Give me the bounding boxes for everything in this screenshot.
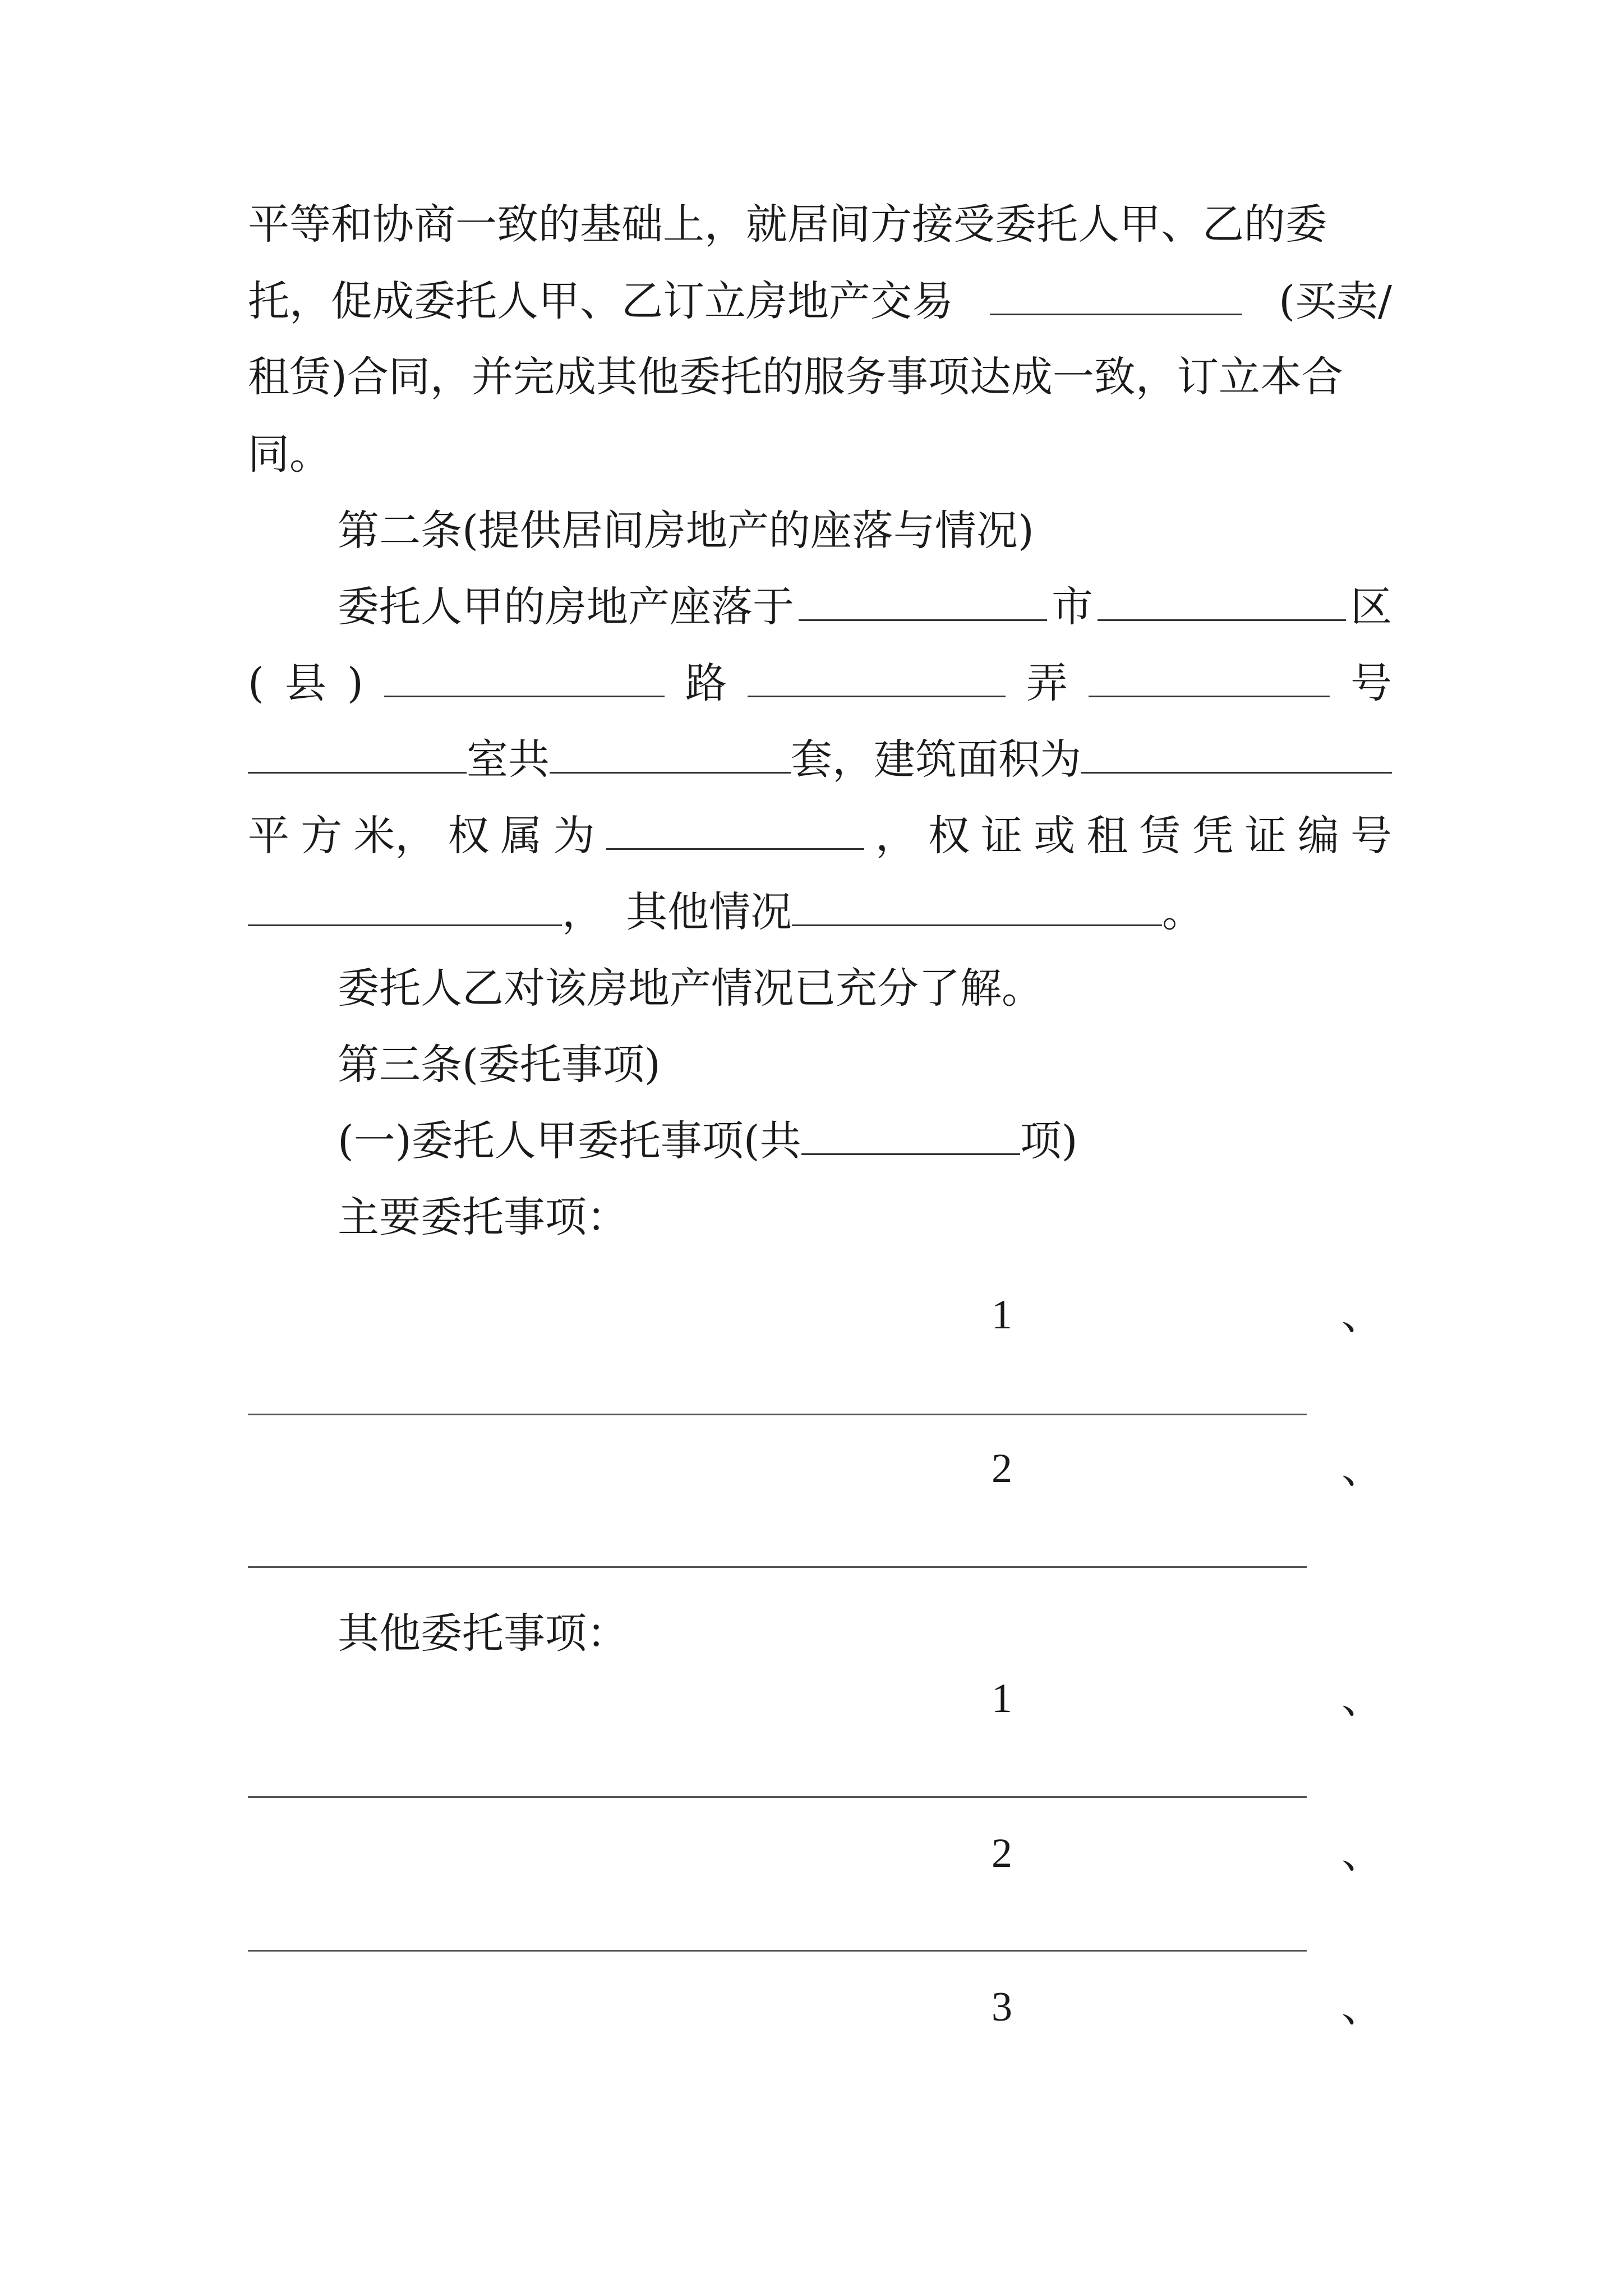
district-blank[interactable] [1098,582,1346,621]
line-text: 米， [353,812,437,860]
item-number: 2 [992,1446,1012,1492]
line-text: 平 [248,812,289,860]
line-text: 市 [1052,583,1093,631]
transaction-type-blank[interactable] [990,277,1242,315]
line-text: 证 [981,812,1023,860]
city-blank[interactable] [799,582,1047,621]
county-blank[interactable] [384,659,665,697]
line-text: 县 [284,659,326,707]
item-separator: 、 [1341,1291,1383,1339]
main-item-2-line[interactable] [248,1566,1307,1568]
line-text: 室共 [467,735,550,784]
other-item-2-line[interactable] [248,1950,1307,1952]
number-blank[interactable] [248,735,467,774]
item-number: 2 [992,1830,1012,1876]
paragraph-line [338,1114,1392,1168]
paragraph-line [248,274,1392,328]
line-text: ) [347,659,363,707]
line-text: 号 [1350,812,1392,860]
line-text: ， [875,812,917,860]
road-blank[interactable] [748,659,1006,697]
line-text: 权 [448,812,490,860]
line-text: 为 [553,812,595,860]
line-text: 凭 [1192,812,1234,860]
certificate-number-blank[interactable] [248,887,562,926]
line-text: (买卖/ [1279,277,1392,325]
paragraph-line [248,733,1392,786]
line-text: 租 [1086,812,1128,860]
item-number: 1 [992,1676,1012,1722]
line-text: 套，建筑面积为 [791,735,1081,784]
line-text: 其他情况 [626,888,792,936]
item-separator: 、 [1341,1674,1383,1723]
article-3-heading: 第三条(委托事项) [338,1041,661,1089]
paragraph-line [248,656,1392,710]
item-number: 1 [992,1292,1012,1338]
other-item-1-line[interactable] [248,1796,1307,1798]
item-number: 3 [992,1984,1012,2030]
line-text: 。 [1162,888,1204,936]
lane-blank[interactable] [1089,659,1330,697]
line-text: 号 [1350,659,1392,707]
item-count-blank[interactable] [801,1116,1020,1155]
item-separator: 、 [1341,1829,1383,1878]
ownership-blank[interactable] [606,811,864,850]
line-text: 路 [685,659,727,707]
line-text: 托，促成委托人甲、乙订立房地产交易 [248,277,953,325]
paragraph-line [248,885,1392,939]
paragraph-line [338,580,1392,634]
line-text: (一)委托人甲委托事项(共 [338,1117,801,1165]
other-info-blank[interactable] [792,887,1162,926]
line-text: ( [248,659,264,707]
paragraph-line: 平等和协商一致的基础上，就居间方接受委托人甲、乙的委 [248,200,1327,249]
line-text: 证 [1244,812,1287,860]
line-text: 弄 [1026,659,1068,707]
line-text: ， [562,888,603,936]
line-text: 区 [1350,583,1392,631]
line-text: 赁 [1139,812,1181,860]
main-item-1-line[interactable] [248,1414,1307,1415]
item-separator: 、 [1341,1983,1383,2031]
paragraph-line: 同。 [248,430,331,478]
item-separator: 、 [1341,1444,1383,1493]
other-items-label: 其他委托事项： [338,1609,628,1658]
line-text: 编 [1297,812,1339,860]
article-2-heading: 第二条(提供居间房地产的座落与情况) [338,507,1034,555]
line-text: 权 [928,812,970,860]
paragraph-line: 租赁)合同，并完成其他委托的服务事项达成一致，订立本合 [248,353,1343,401]
floor-area-blank[interactable] [1081,735,1392,774]
line-text: 项) [1020,1117,1078,1165]
paragraph-line [248,809,1392,863]
main-items-label: 主要委托事项： [338,1193,628,1241]
paragraph-line: 委托人乙对该房地产情况已充分了解。 [338,964,1043,1013]
line-text: 委托人甲的房地产座落于 [338,583,794,631]
line-text: 属 [500,812,542,860]
line-text: 方 [301,812,343,860]
room-count-blank[interactable] [550,735,791,774]
line-text: 或 [1034,812,1076,860]
